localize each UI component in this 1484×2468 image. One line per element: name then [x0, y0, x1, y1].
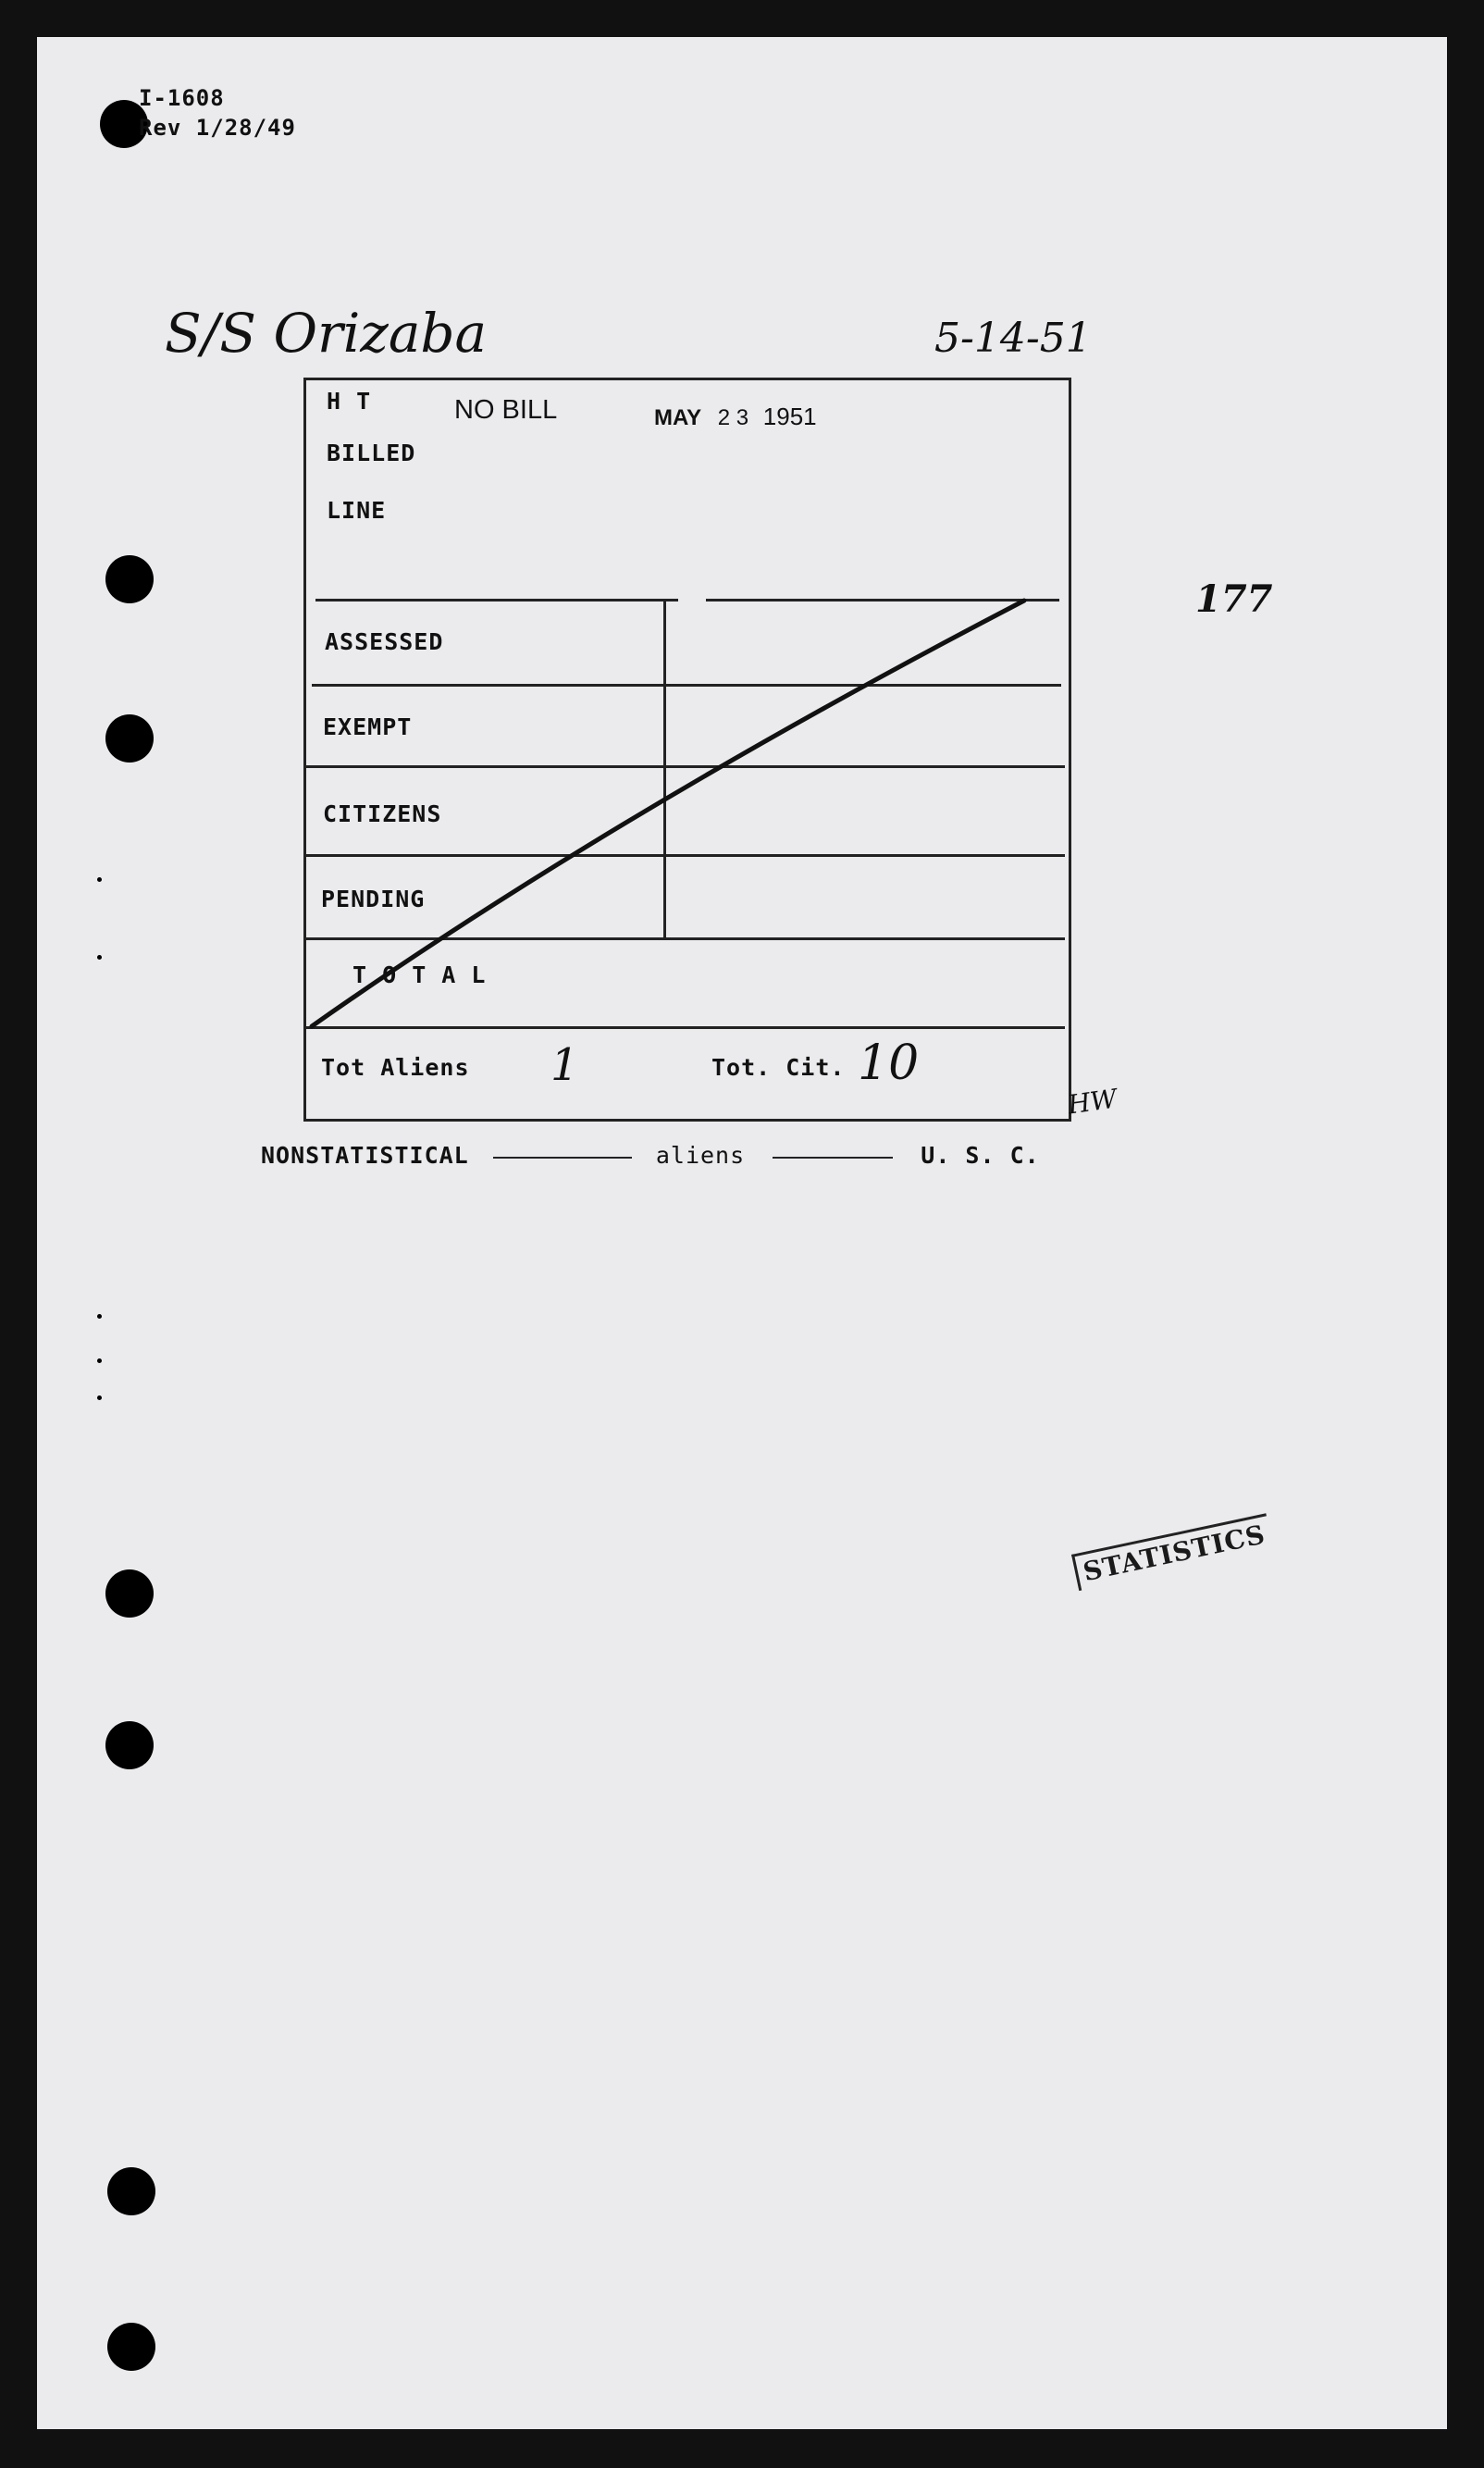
punch-hole — [105, 714, 154, 763]
date-stamp-year: 1951 — [762, 403, 817, 430]
speck — [97, 1314, 102, 1319]
nonstatistical-label: NONSTATISTICAL — [261, 1142, 469, 1169]
usc-label: U. S. C. — [921, 1142, 1040, 1169]
line-label: LINE — [327, 497, 387, 524]
punch-hole — [105, 1569, 154, 1618]
tot-cit-label: Tot. Cit. — [711, 1054, 846, 1081]
ht-label: H T — [327, 388, 372, 415]
usc-blank — [773, 1155, 893, 1159]
tot-aliens-label: Tot Aliens — [321, 1054, 470, 1081]
cancel-stroke — [306, 380, 1074, 1124]
manifest-tally-box — [303, 378, 1071, 1122]
billed-label: BILLED — [327, 440, 416, 466]
statistics-stamp-text: STATISTICS — [1071, 1513, 1274, 1591]
tot-cit-value: 10 — [858, 1036, 920, 1091]
cancel-stroke-line — [312, 601, 1024, 1026]
nonstatistical-blank — [493, 1155, 632, 1159]
tot-aliens-value: 1 — [550, 1039, 579, 1091]
date-stamp-month: MAY — [654, 405, 702, 430]
form-number: I-1608 — [139, 85, 225, 111]
speck — [97, 1358, 102, 1363]
row-label-pending: PENDING — [321, 886, 426, 912]
initials: HW — [1065, 1083, 1119, 1121]
punch-hole — [105, 1721, 154, 1769]
form-revision: Rev 1/28/49 — [139, 115, 296, 141]
no-bill-stamp: NO BILL — [454, 395, 558, 425]
speck — [97, 877, 102, 882]
arrival-date: 5-14-51 — [934, 315, 1092, 362]
punch-hole — [107, 2167, 155, 2215]
punch-hole — [107, 2323, 155, 2371]
aliens-label: aliens — [655, 1142, 746, 1169]
speck — [97, 1395, 102, 1400]
date-stamp-day: 2 3 — [717, 405, 749, 430]
speck — [97, 955, 102, 960]
row-label-assessed: ASSESSED — [325, 628, 444, 655]
nonstatistical-line — [261, 1142, 1040, 1169]
vessel-name: S/S Orizaba — [165, 302, 488, 365]
page-number: 177 — [1195, 577, 1273, 621]
row-label-exempt: EXEMPT — [323, 713, 413, 740]
punch-hole — [105, 555, 154, 603]
total-label: T O T A L — [352, 961, 487, 988]
row-label-citizens: CITIZENS — [323, 800, 442, 827]
